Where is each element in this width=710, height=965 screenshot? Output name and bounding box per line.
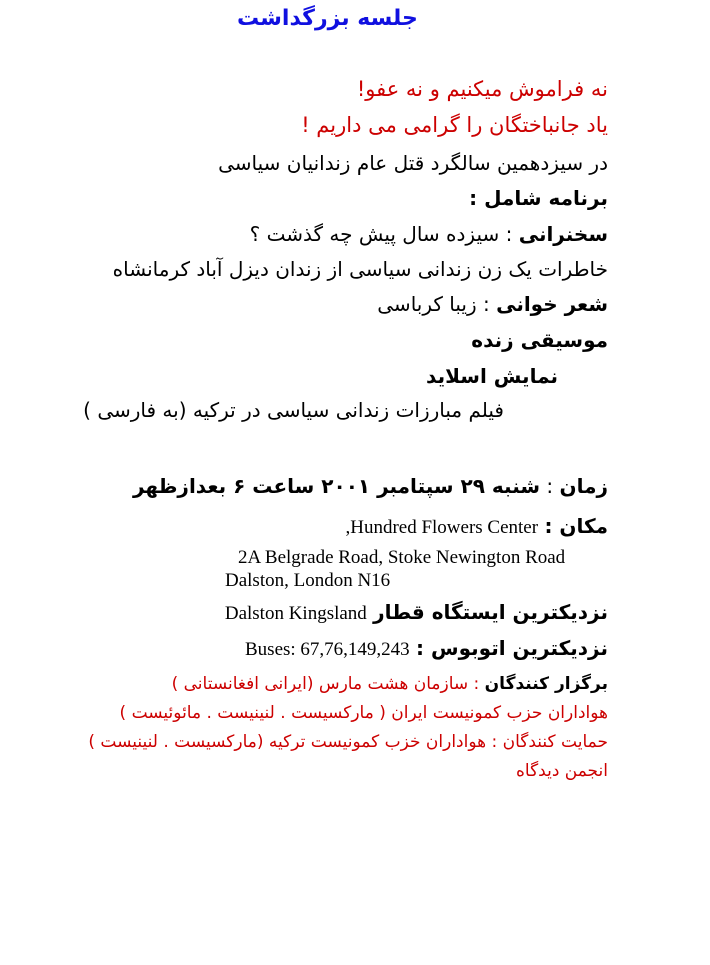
bus-value: Buses: 67,76,149,243: [245, 639, 410, 660]
place-label: مکان :: [544, 514, 608, 538]
poetry-label: شعر خوانی: [496, 292, 608, 316]
program-film: فیلم مبارزات زندانی سیاسی در ترکیه (به فارسی ): [83, 398, 504, 422]
program-heading: برنامه شامل :: [469, 186, 608, 210]
event-time: [133, 474, 608, 498]
time-value: شنبه ۲۹ سپتامبر ۲۰۰۱ ساعت ۶ بعدازظهر: [132, 474, 541, 498]
speech-text: : سیزده سال پیش چه گذشت ؟: [249, 222, 513, 246]
supporters: حمایت کنندگان : هواداران خزب کمونیست ترکیه (مارکسیست . لنینیست ): [88, 732, 608, 752]
station-label: نزدیکترین ایستگاه قطار: [373, 600, 608, 624]
occasion-line: در سیزدهمین سالگرد قتل عام زندانیان سیاسی: [218, 151, 608, 175]
program-slideshow: نمایش اسلاید: [426, 364, 558, 388]
place-line-1: Hundred Flowers Center,: [345, 517, 539, 538]
time-label: زمان: [559, 474, 608, 498]
program-poetry: [377, 292, 608, 316]
organizers-text: : سازمان هشت مارس (ایرانی افغانستانی ): [171, 674, 480, 694]
page-title: جلسه بزرگداشت: [237, 6, 418, 31]
nearest-bus: [245, 636, 608, 662]
program-music: موسیقی زنده: [471, 328, 608, 352]
place-line-3: Dalston, London N16: [225, 570, 391, 591]
slogan-2: یاد جانباختگان را گرامی می داریم !: [301, 113, 608, 137]
event-place: [345, 514, 608, 540]
station-value: Dalston Kingsland: [224, 603, 367, 624]
slogan-1: نه فراموش میکنیم و نه عفو!: [356, 77, 608, 101]
program-memoir: خاطرات یک زن زندانی سیاسی از زندان دیزل آباد کرمانشاه: [112, 257, 608, 281]
bus-label: نزدیکترین اتوبوس :: [416, 636, 608, 660]
speech-label: سخنرانی: [518, 222, 608, 246]
organizers-label: برگزار کنندگان: [484, 674, 608, 694]
program-speech: [250, 222, 608, 246]
poetry-text: : زیبا کرباسی: [377, 292, 490, 316]
time-separator: :: [546, 474, 554, 498]
organizers-line-2: هواداران حزب کمونیست ایران ( مارکسیست . لنینیست . مائوئیست ): [119, 703, 608, 723]
organizers: [172, 674, 608, 694]
supporters-line-2: انجمن دیدگاه: [515, 761, 608, 781]
place-line-2: 2A Belgrade Road, Stoke Newington Road: [238, 547, 566, 568]
nearest-station: [225, 600, 608, 626]
